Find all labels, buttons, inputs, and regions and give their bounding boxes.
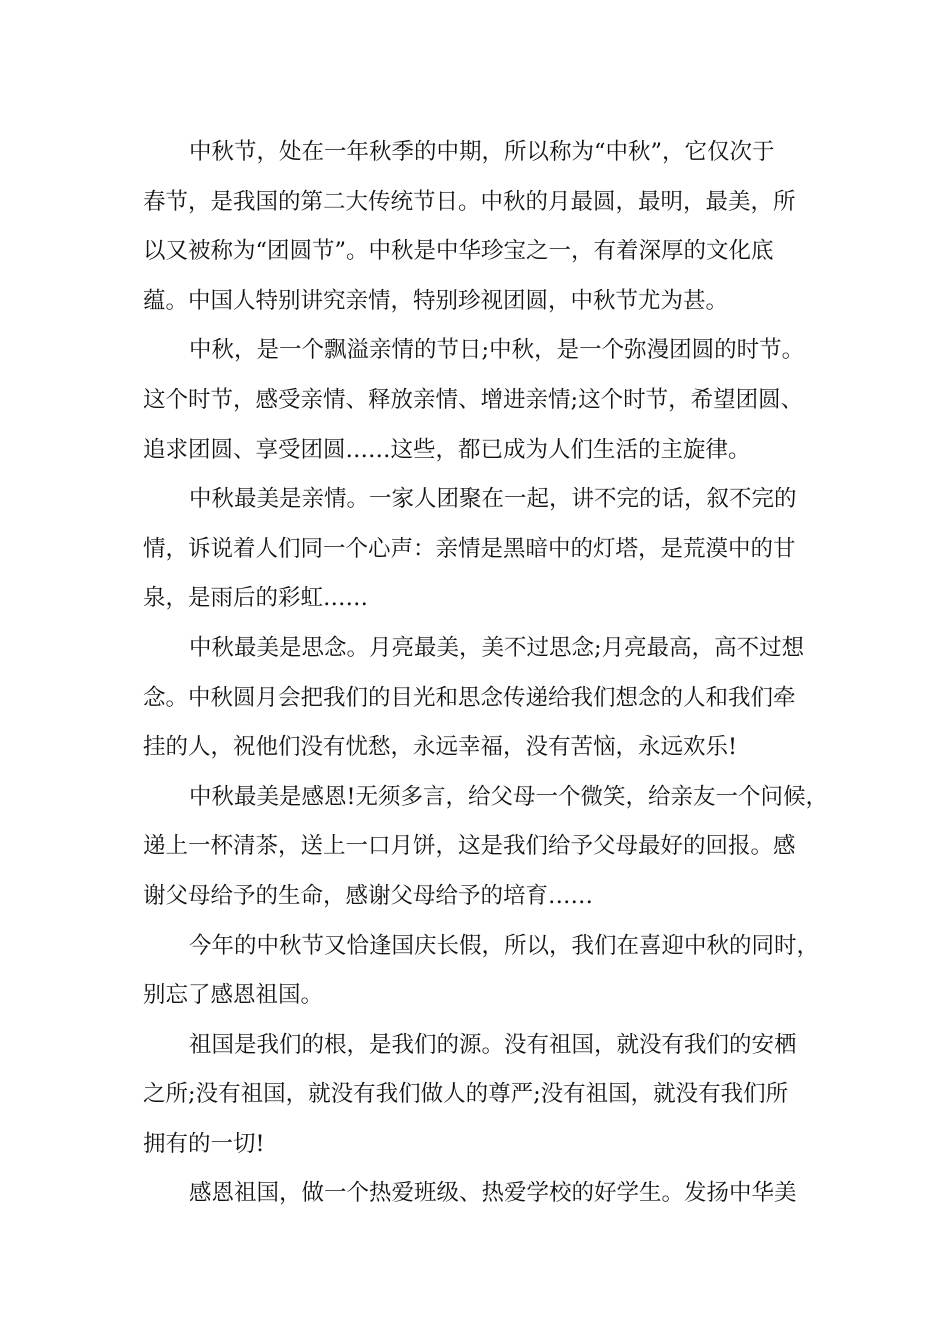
text-line: 谢父母给予的生命，感谢父母给予的培育…… <box>143 882 594 909</box>
text-line: 中秋最美是亲情。一家人团聚在一起，讲不完的话，叙不完的 <box>189 486 797 513</box>
text-line: 蕴。中国人特别讲究亲情，特别珍视团圆，中秋节尤为甚。 <box>143 287 729 314</box>
text-line: 泉，是雨后的彩虹…… <box>143 585 369 612</box>
text-line: 中秋，是一个飘溢亲情的节日;中秋，是一个弥漫团圆的时节。 <box>189 337 805 364</box>
text-line: 之所;没有祖国，就没有我们做人的尊严;没有祖国，就没有我们所 <box>143 1081 789 1108</box>
text-line: 祖国是我们的根，是我们的源。没有祖国，就没有我们的安栖 <box>189 1031 797 1058</box>
text-line: 递上一杯清茶，送上一口月饼，这是我们给予父母最好的回报。感 <box>143 833 796 860</box>
text-line: 情，诉说着人们同一个心声：亲情是黑暗中的灯塔，是荒漠中的甘 <box>143 535 796 562</box>
text-line: 念。中秋圆月会把我们的目光和思念传递给我们想念的人和我们牵 <box>143 684 796 711</box>
text-line: 感恩祖国，做一个热爱班级、热爱学校的好学生。发扬中华美 <box>189 1180 797 1207</box>
text-line: 以又被称为“团圆节”。中秋是中华珍宝之一，有着深厚的文化底 <box>143 238 774 265</box>
text-line: 别忘了感恩祖国。 <box>143 982 324 1009</box>
document-body <box>143 128 829 1219</box>
text-line: 春节，是我国的第二大传统节日。中秋的月最圆，最明，最美，所 <box>143 188 796 215</box>
text-line: 追求团圆、享受团圆……这些，都已成为人们生活的主旋律。 <box>143 436 751 463</box>
text-line: 今年的中秋节又恰逢国庆长假，所以，我们在喜迎中秋的同时， <box>189 932 820 959</box>
text-line: 中秋最美是思念。月亮最美，美不过思念;月亮最高，高不过想 <box>189 634 805 661</box>
text-line: 中秋最美是感恩!无须多言，给父母一个微笑，给亲友一个问候， <box>189 783 829 810</box>
text-line: 拥有的一切! <box>143 1130 265 1157</box>
text-line: 中秋节，处在一年秋季的中期，所以称为“中秋”，它仅次于 <box>189 139 775 165</box>
text-line: 挂的人，祝他们没有忧愁，永远幸福，没有苦恼，永远欢乐! <box>143 734 738 761</box>
text-line: 这个时节，感受亲情、释放亲情、增进亲情;这个时节，希望团圆、 <box>143 386 804 413</box>
